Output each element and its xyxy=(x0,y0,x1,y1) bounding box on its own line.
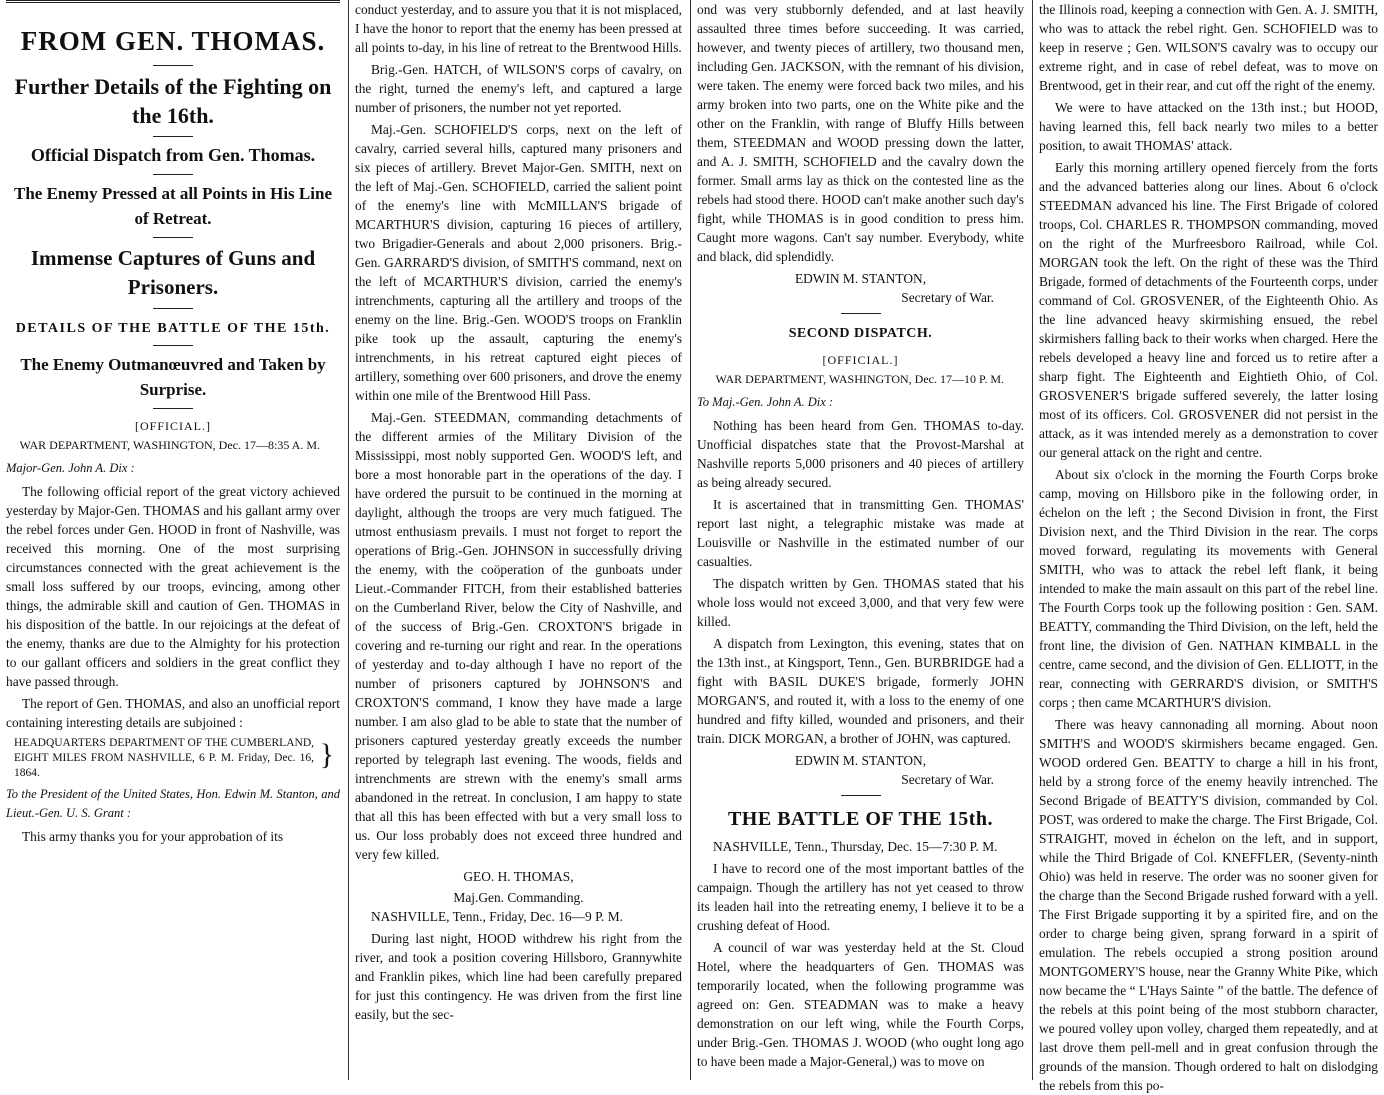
paragraph: About six o'clock in the morning the Fourth Corps broke camp, moving on Hillsboro pike in the following order, in échelon on the left ; the Second Division in front, the First Division next, and the Third Division in the rear. The corps moved forward, regulating its movements with General SMITH, who was to attack the rebel left flank, it being intended to make the main assault on this part of the rebel line. The Fourth Corps took up the following position : Gen. SAM. BEATTY, commanding the Third Division, on the left, held the front line, the division of Gen. NATHAN KIMBALL in the centre, came second, and the division of Gen. ELLIOTT, in the rear, connecting with GERRARD'S division, or SMITH'S corps ; then came MCARTHUR'S division. xyxy=(1039,467,1378,710)
divider xyxy=(153,308,193,309)
top-rule xyxy=(6,0,340,3)
column-3 xyxy=(690,0,1030,1080)
paragraph: The report of Gen. THOMAS, and also an unofficial report containing interesting details are subjoined : xyxy=(6,696,340,730)
dateline: NASHVILLE, Tenn., Thursday, Dec. 15—7:30 P. M. xyxy=(713,839,998,854)
signature: GEO. H. THOMAS, xyxy=(463,869,574,884)
divider xyxy=(153,408,193,409)
divider xyxy=(841,795,881,796)
signature-title: Secretary of War. xyxy=(901,772,994,787)
official-label: [OFFICIAL.] xyxy=(135,419,211,433)
paragraph: conduct yesterday, and to assure you that it is not misplaced, I have the honor to report that the enemy has been pressed at all points to-day, in his line of retreat to the Brentwood Hills. xyxy=(355,2,682,55)
paragraph: Maj.-Gen. SCHOFIELD'S corps, next on the left of cavalry, carried several hills, captured many prisoners and six pieces of artillery. Brevet Major-Gen. SMITH, next on the left of Maj.-Gen. SCHOFIELD, carried the salient point of the enemy's line with McMILLAN'S brigade of MCARTHUR'S division, capturing 16 pieces of artillery, two Brigadier-Generals and about 2,000 prisoners. Brig.-Gen. GARRARD'S division, of SMITH'S command, next on the left of MCARTHUR'S division, carried the enemy's intrenchments, capturing all the artillery and troops of the enemy on the line. Brig.-Gen. WOOD'S troops on Franklin pike took up the assault, capturing the enemy's intrenchments, in his retreat captured eight pieces of artillery, something over 600 prisoners, and drove the enemy within one mile of the Brentwood Hill Pass. xyxy=(355,122,682,403)
paragraph: The following official report of the great victory achieved yesterday by Major-Gen. THOMAS and his gallant army over the rebel forces under Gen. HOOD in front of Nashville, was received this morning. One of the most surprising circumstances connected with the great achievement is the small loss suffered by our troops, evincing, among other things, the admirable skill and caution of Gen. THOMAS in his disposition of the battle. In our rejoicings at the defeat of the enemy, thanks are due to the Almighty for his protection to our gallant officers and soldiers in the great conflict they have passed through. xyxy=(6,484,340,689)
divider xyxy=(153,174,193,175)
divider xyxy=(841,313,881,314)
divider xyxy=(153,345,193,346)
salutation: Major-Gen. John A. Dix : xyxy=(6,461,135,475)
paragraph: Nothing has been heard from Gen. THOMAS to-day. Unofficial dispatches state that the Provost-Marshal at Nashville reports 5,000 prisoners and 40 pieces of artillery as being already secured. xyxy=(697,418,1024,490)
divider xyxy=(153,237,193,238)
deck-3: The Enemy Pressed at all Points in His Line of Retreat. xyxy=(14,184,332,228)
official-label: [OFFICIAL.] xyxy=(822,353,899,367)
column-2 xyxy=(348,0,688,1080)
salutation: To Maj.-Gen. John A. Dix : xyxy=(697,395,834,409)
signature: EDWIN M. STANTON, xyxy=(794,271,927,286)
dateline: NASHVILLE, Tenn., Friday, Dec. 16—9 P. M. xyxy=(371,909,623,924)
headquarters-line: HEADQUARTERS DEPARTMENT OF THE CUMBERLAND, EIGHT MILES FROM NASHVILLE, 6 P. M. Friday, Dec. 16, 1864. } xyxy=(14,736,340,781)
dateline: WAR DEPARTMENT, WASHINGTON, Dec. 17—10 P. M. xyxy=(715,372,1004,386)
paragraph: A dispatch from Lexington, this evening, states that on the 13th inst., at Kingsport, Tenn., Gen. BURBRIDGE had a fight with BASIL DUKE'S brigade, formerly JOHN MORGAN'S, and routed it, with a loss to the enemy of one hundred and fifty killed, wounded and prisoners, and their train. DICK MORGAN, a brother of JOHN, was captured. xyxy=(697,636,1024,746)
paragraph: the Illinois road, keeping a connection with Gen. A. J. SMITH, who was to attack the rebel right. Gen. SCHOFIELD was to keep in reserve ; Gen. WILSON'S cavalry was to occupy our extreme right, and in case of rebel defeat, was to move on Brentwood, get in their rear, and cut off the right of the enemy. xyxy=(1039,2,1378,93)
column-4 xyxy=(1032,0,1384,1093)
paragraph: This army thanks you for your approbation of its xyxy=(22,829,284,844)
signature-title: Secretary of War. xyxy=(901,290,994,305)
deck-6: The Enemy Outmanœuvred and Taken by Surprise. xyxy=(20,355,326,399)
divider xyxy=(153,65,193,66)
dateline: WAR DEPARTMENT, WASHINGTON, Dec. 17—8:35 A. M. xyxy=(19,438,320,452)
deck-4: Immense Captures of Guns and Prisoners. xyxy=(30,246,316,299)
main-headline: FROM GEN. THOMAS. xyxy=(20,26,326,56)
paragraph: Maj.-Gen. STEEDMAN, commanding detachments of the different armies of the Military Division of the Mississippi, most nobly supported Gen. WOOD'S left, and bore a most honorable part in the operations of the day. I have ordered the pursuit to be continued in the morning at daylight, although the troops are very much fatigued. The utmost enthusiasm prevails. I must not forget to report the operations of Brig.-Gen. JOHNSON in successfully driving the enemy, with the coöperation of the gunboats under Lieut.-Commander FITCH, from their established batteries on the Cumberland River, below the City of Nashville, and of the success of Brig.-Gen. CROXTON'S brigade in covering and re-turning our right and rear. In the operations of yesterday and to-day although I have no report of the number of prisoners captured by JOHNSON'S and CROXTON'S command, I know they have made a large number. I am also glad to be able to state that the number of prisoners captured yesterday greatly exceeds the number reported by telegraph last evening. The woods, fields and intrenchments are strewn with the enemy's small arms abandoned in the retreat. In conclusion, I am happy to state that all this has been effected with but a very small loss to us. Our loss probably does not exceed three hundred and very few killed. xyxy=(355,410,682,862)
paragraph: Early this morning artillery opened fiercely from the forts and the advanced batteries along our lines. About 6 o'clock STEEDMAN advanced his line. The First Brigade of colored troops, Col. CHARLES R. THOMPSON commanding, moved on the right of the Murfreesboro Railroad, while Col. MORGAN took the left. On the right of these was the Third Brigade, formed of detachments of the Fourteenth corps, under command of Col. GROSVENER, of the Eighteenth Ohio. As the line advanced heavy skirmishing ensued, the rebel skirmishers falling back to their works when charged. Here the rebels developed a heavy line and forced us to retire after a sharp fight. The Eighteenth and Eightieth Ohio, of Col. GROSVENER'S brigade suffered severely, the latter losing most of its officers. Col. GROSVENER did not persist in the attack, as it was intended merely as a demonstration to cover our general attack on the right and centre. xyxy=(1039,160,1378,460)
column-1 xyxy=(0,0,346,1080)
divider xyxy=(153,136,193,137)
deck-1: Further Details of the Fighting on the 16th. xyxy=(14,74,332,128)
salutation: To the President of the United States, Hon. Edwin M. Stanton, and Lieut.-Gen. U. S. Grant : xyxy=(6,787,340,820)
deck-2: Official Dispatch from Gen. Thomas. xyxy=(30,145,316,165)
section-heading: THE BATTLE OF THE 15th. xyxy=(727,808,994,830)
paragraph: The dispatch written by Gen. THOMAS stated that his whole loss would not exceed 3,000, and that very few were killed. xyxy=(697,576,1024,629)
paragraph: It is ascertained that in transmitting Gen. THOMAS' report last night, a telegraphic mistake was made at Louisville or Nashville in the estimated number of our casualties. xyxy=(697,497,1024,569)
paragraph: We were to have attacked on the 13th inst.; but HOOD, having learned this, fell back nearly two miles to a better position, to await THOMAS' attack. xyxy=(1039,100,1378,153)
paragraph: I have to record one of the most important battles of the campaign. Though the artillery has not yet ceased to throw its leaden hail into the retreating enemy, I believe it to be a crushing defeat of Hood. xyxy=(697,861,1024,933)
paragraph: A council of war was yesterday held at the St. Cloud Hotel, where the headquarters of Gen. THOMAS was temporarily located, when the following programme was agreed on: Gen. STEADMAN was to make a heavy demonstration on our left wing, while the Fourth Corps, under Brig.-Gen. THOMAS J. WOOD (who ought long ago to have been made a Major-General,) was to move on xyxy=(697,940,1024,1069)
section-heading: SECOND DISPATCH. xyxy=(788,326,933,341)
paragraph: ond was very stubbornly defended, and at last heavily assaulted three times before succeeding. It was carried, however, and twenty pieces of artillery, two thousand men, including Gen. JACKSON, with the remnant of his division, were taken. The enemy were forced back two miles, and his army broken into two parts, one on the White pike and the other on the Franklin, with range of Bluffy Hills between them, STEEDMAN and WOOD pressing down the latter, and A. J. SMITH, SCHOFIELD and the cavalry down the former. Small arms lay as thick on the contested line as the rebels had stood there. HOOD can't make another such day's fight, while THOMAS is in good condition to press him. Caught more wagons. Can't say number. Everybody, white and black, did splendidly. xyxy=(697,2,1024,264)
paragraph: Brig.-Gen. HATCH, of WILSON'S corps of cavalry, on the right, turned the enemy's left, and captured a large number of prisoners, the number not yet reported. xyxy=(355,62,682,115)
deck-5: DETAILS OF THE BATTLE OF THE 15th. xyxy=(15,321,331,336)
paragraph: During last night, HOOD withdrew his right from the river, and took a position covering Hillsboro, Grannywhite and Franklin pikes, which line had been carefully prepared for just this contingency. He was driven from the first line easily, but the sec- xyxy=(355,931,682,1022)
signature: EDWIN M. STANTON, xyxy=(794,753,927,768)
signature-title: Maj.Gen. Commanding. xyxy=(453,890,584,905)
paragraph: There was heavy cannonading all morning. About noon SMITH'S and WOOD'S skirmishers became engaged. Gen. WOOD ordered Gen. BEATTY to charge a hill in his front, held by a strong force of the enemy heavily intrenched. The Second Brigade of BEATTY'S division, commanded by Col. POST, was ordered to make the charge. The First Brigade, Col. STRAIGHT, moved in échelon on the left, and in support, while the Third Brigade of Col. KNEFFLER, (Seventy-ninth Ohio) was held in reserve. The order was no sooner given for the charge than the Second Brigade rushed forward with a yell. The First Brigade supporting it by a spirited fire, and on the order to charge being given, sprang forward in a spirit of emulation. The rebels occupied a strong position around MONTGOMERY'S house, near the Granny White Pike, which now became the “ L'Hays Sainte ” of the battle. The defence of the rebels at this point being of the most stubborn character, we poured volley upon volley, charged them repeatedly, and at last drove them pell-mell and in great confusion through the grounds of the mansion. Though ordered to halt on dislodging the rebels from this po- xyxy=(1039,717,1378,1093)
